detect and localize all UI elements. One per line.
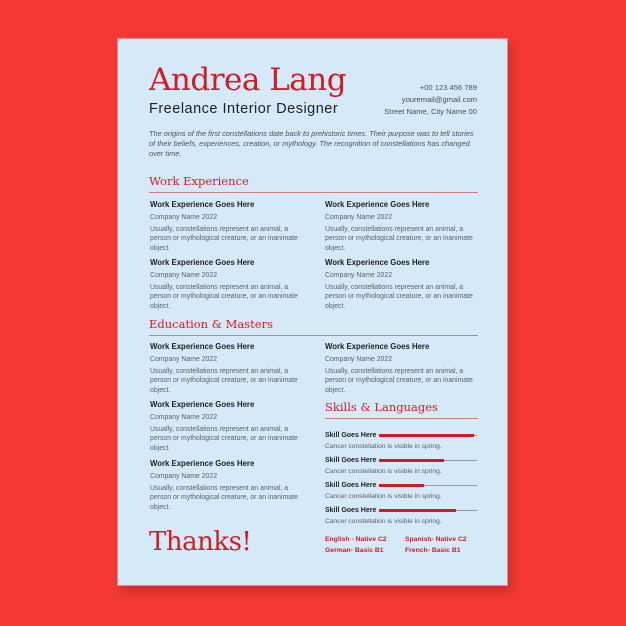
resume-page — [117, 38, 508, 586]
entry-title: Work Experience Goes Here — [325, 258, 430, 267]
language-french: French- Basic B1 — [405, 547, 461, 554]
skill-label: Skill Goes Here — [325, 457, 377, 464]
entry-description: Usually, constellations represent an animal, a person or mythological creature, or an inanimate object. — [150, 426, 298, 452]
language-german: German- Basic B1 — [325, 547, 384, 554]
skill-bar — [379, 435, 477, 436]
skill-bar — [379, 510, 477, 511]
entry-title: Work Experience Goes Here — [150, 400, 255, 409]
entry-title: Work Experience Goes Here — [150, 200, 255, 209]
entry-company: Company Name 2022 — [150, 214, 218, 221]
language-english: English - Native C2 — [325, 536, 387, 543]
intro-paragraph: The origins of the first constellations date back to prehistoric times. Their purpose was to tell stories of their beliefs, experiences, creation, or mythology. The recognition of constellations has changed over time. — [149, 129, 474, 158]
entry-description: Usually, constellations represent an animal, a person or mythological creature, or an inanimate object. — [150, 368, 298, 394]
skill-description: Cancer constellation is visible in spring. — [325, 468, 442, 475]
contact-address: Street Name, City Name 00 — [384, 107, 477, 116]
skill-bar-fill — [379, 509, 456, 512]
skill-label: Skill Goes Here — [325, 507, 377, 514]
work-entry — [150, 258, 305, 311]
skill-item — [325, 481, 477, 500]
resume-role: Freelance Interior Designer — [149, 101, 339, 117]
skill-bar-fill — [379, 484, 424, 487]
section-divider — [325, 418, 478, 419]
entry-title: Work Experience Goes Here — [150, 342, 255, 351]
work-entry — [150, 200, 305, 253]
education-entry — [325, 342, 480, 395]
contact-block — [384, 82, 477, 118]
entry-company: Company Name 2022 — [325, 356, 393, 363]
entry-description: Usually, constellations represent an animal, a person or mythological creature, or an inanimate object. — [325, 284, 473, 310]
entry-company: Company Name 2022 — [325, 272, 393, 279]
skill-description: Cancer constellation is visible in spring. — [325, 518, 442, 525]
entry-title: Work Experience Goes Here — [150, 258, 255, 267]
section-divider — [149, 192, 478, 193]
education-entry — [150, 400, 305, 453]
entry-title: Work Experience Goes Here — [150, 459, 255, 468]
entry-company: Company Name 2022 — [150, 356, 218, 363]
section-title-work-experience: Work Experience — [149, 174, 249, 188]
skill-description: Cancer constellation is visible in spring. — [325, 443, 442, 450]
education-entry — [150, 342, 305, 395]
education-entry — [150, 459, 305, 512]
language-spanish: Spanish- Native C2 — [405, 536, 467, 543]
entry-description: Usually, constellations represent an animal, a person or mythological creature, or an inanimate object. — [150, 485, 298, 511]
entry-description: Usually, constellations represent an animal, a person or mythological creature, or an inanimate object. — [150, 226, 298, 252]
entry-company: Company Name 2022 — [325, 214, 393, 221]
entry-company: Company Name 2022 — [150, 414, 218, 421]
work-entry — [325, 200, 480, 253]
skill-bar-fill — [379, 459, 443, 462]
skill-item — [325, 431, 477, 450]
contact-email: youremail@gmail.com — [401, 95, 477, 104]
contact-phone: +00 123 456 789 — [419, 83, 477, 92]
section-divider — [149, 335, 478, 336]
entry-company: Company Name 2022 — [150, 272, 218, 279]
resume-name: Andrea Lang — [149, 62, 347, 98]
skill-label: Skill Goes Here — [325, 432, 377, 439]
skill-item — [325, 456, 477, 475]
entry-company: Company Name 2022 — [150, 473, 218, 480]
entry-title: Work Experience Goes Here — [325, 342, 430, 351]
thanks-heading: Thanks! — [149, 527, 252, 557]
entry-title: Work Experience Goes Here — [325, 200, 430, 209]
entry-description: Usually, constellations represent an animal, a person or mythological creature, or an inanimate object. — [325, 226, 473, 252]
skill-label: Skill Goes Here — [325, 482, 377, 489]
entry-description: Usually, constellations represent an animal, a person or mythological creature, or an inanimate object. — [325, 368, 473, 394]
section-title-education: Education & Masters — [149, 317, 273, 331]
skill-bar-fill — [379, 434, 474, 437]
work-entry — [325, 258, 480, 311]
entry-description: Usually, constellations represent an animal, a person or mythological creature, or an inanimate object. — [150, 284, 298, 310]
section-title-skills: Skills & Languages — [325, 400, 438, 414]
skill-item — [325, 506, 477, 525]
skill-bar — [379, 485, 477, 486]
skill-bar — [379, 460, 477, 461]
skill-description: Cancer constellation is visible in spring. — [325, 493, 442, 500]
